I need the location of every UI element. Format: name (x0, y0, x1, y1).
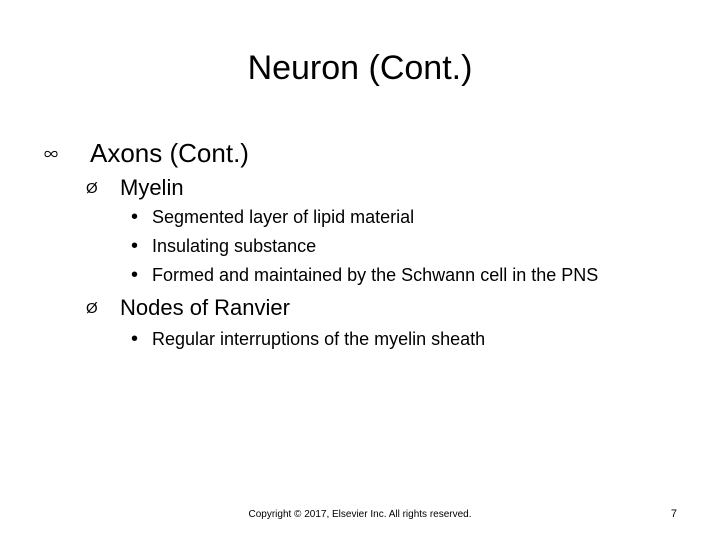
sub-bullet-text: Segmented layer of lipid material (152, 206, 415, 227)
dot-bullet-icon: • (131, 234, 139, 257)
page-number: 7 (670, 508, 677, 520)
bullet-myelin-text: Myelin (120, 175, 184, 200)
slide-title: Neuron (Cont.) (247, 49, 473, 87)
sub-bullet-text: Regular interruptions of the myelin sheath (152, 328, 486, 349)
infinity-bullet-icon (44, 143, 90, 163)
sub-bullet (131, 204, 414, 230)
sub-bullet (131, 326, 485, 352)
dot-bullet-icon: • (131, 205, 139, 228)
sub-bullet (131, 233, 316, 259)
sub-bullet (131, 262, 598, 288)
arrow-bullet-icon: Ø (86, 179, 98, 197)
bullet-myelin (86, 172, 184, 204)
bullet-axons (44, 133, 249, 173)
copyright-text: Copyright © 2017, Elsevier Inc. All rights reserved. (248, 509, 472, 520)
bullet-axons-text: Axons (Cont.) (90, 137, 249, 168)
sub-bullet-text: Insulating substance (152, 235, 317, 256)
bullet-nodes-of-ranvier (86, 292, 290, 324)
dot-bullet-icon: • (131, 263, 139, 286)
dot-bullet-icon: • (131, 327, 139, 350)
slide-footer (0, 506, 720, 524)
bullet-nodes-text: Nodes of Ranvier (120, 295, 290, 320)
arrow-bullet-icon: Ø (86, 299, 98, 317)
sub-bullet-text: Formed and maintained by the Schwann cell in the PNS (152, 264, 599, 285)
